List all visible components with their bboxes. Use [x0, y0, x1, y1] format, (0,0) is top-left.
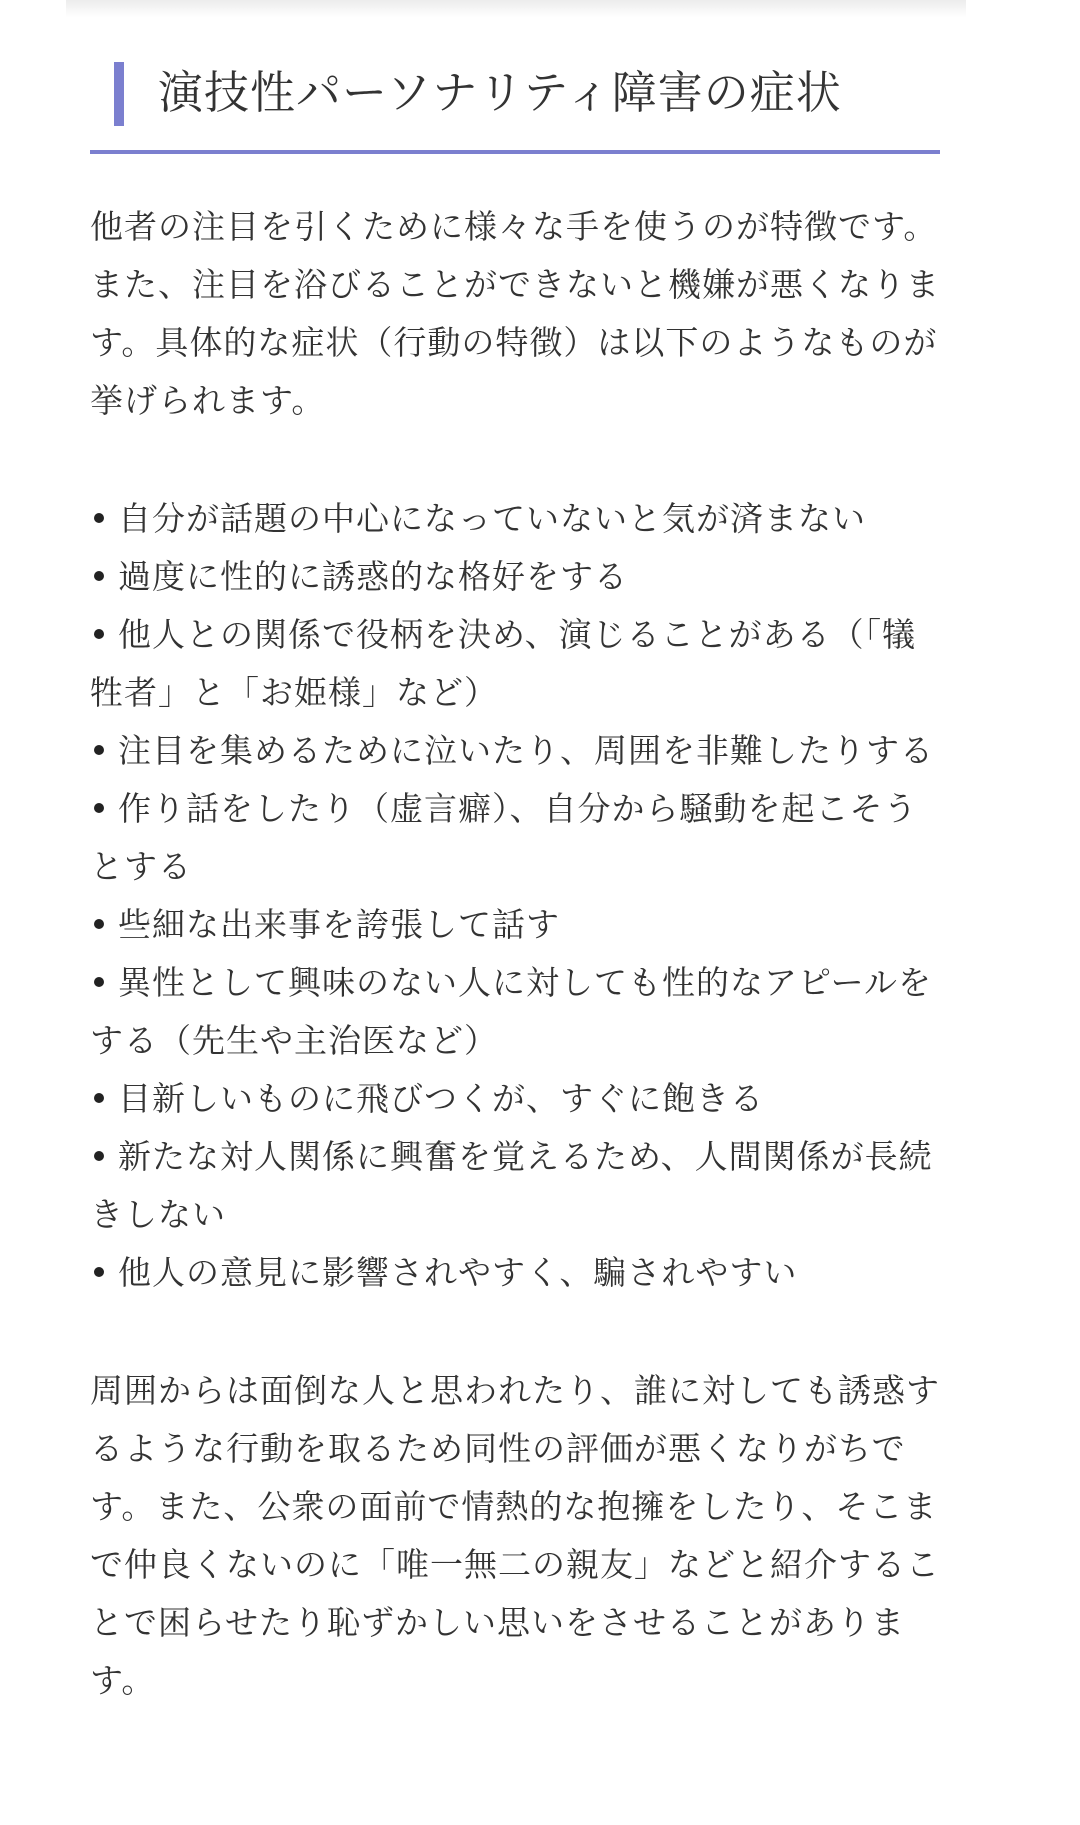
list-item-text: 自分が話題の中心になっていないと気が済まない	[118, 499, 866, 538]
bullet-icon	[94, 571, 104, 581]
closing-paragraph: 周囲からは面倒な人と思われたり、誰に対しても誘惑するような行動を取るため同性の評価が悪くなりがちです。また、公衆の面前で情熱的な抱擁をしたり、そこまで仲良くないのに「唯一無二の親友」などと紹介することで困らせたり恥ずかしい思いをさせることがあります。	[90, 1371, 940, 1700]
list-item-text: 異性として興味のない人に対しても性的なアピールをする（先生や主治医など）	[90, 963, 933, 1060]
bullet-icon	[94, 919, 104, 929]
list-item-text: 新たな対人関係に興奮を覚えるため、人間関係が長続きしない	[90, 1137, 933, 1234]
symptom-list	[90, 490, 940, 1302]
top-card-shadow	[66, 0, 966, 18]
list-item	[90, 780, 940, 896]
bullet-icon	[94, 1151, 104, 1161]
list-item	[90, 954, 940, 1070]
list-item-text: 過度に性的に誘惑的な格好をする	[118, 557, 628, 596]
bullet-icon	[94, 513, 104, 523]
heading-accent-bar	[114, 62, 124, 126]
list-item-text: 他人の意見に影響されやすく、騙されやすい	[118, 1253, 798, 1292]
bullet-icon	[94, 803, 104, 813]
list-item	[90, 1128, 940, 1244]
bullet-icon	[94, 629, 104, 639]
list-item	[90, 1070, 940, 1128]
bullet-icon	[94, 1093, 104, 1103]
section-title: 演技性パーソナリティ障害の症状	[158, 66, 842, 119]
section-heading	[90, 50, 940, 154]
list-item	[90, 548, 940, 606]
bullet-icon	[94, 745, 104, 755]
article	[90, 50, 940, 1710]
list-item-text: 注目を集めるために泣いたり、周囲を非難したりする	[118, 731, 934, 770]
list-item-text: 作り話をしたり（虚言癖）、自分から騒動を起こそうとする	[90, 789, 918, 886]
list-item	[90, 1244, 940, 1302]
intro-paragraph: 他者の注目を引くために様々な手を使うのが特徴です。また、注目を浴びることができないと機嫌が悪くなります。具体的な症状（行動の特徴）は以下のようなものが挙げられます。	[90, 207, 940, 420]
list-item	[90, 490, 940, 548]
list-item	[90, 722, 940, 780]
list-item	[90, 606, 940, 722]
bullet-icon	[94, 1267, 104, 1277]
list-item	[90, 896, 940, 954]
list-item-text: 些細な出来事を誇張して話す	[118, 905, 560, 944]
bullet-icon	[94, 977, 104, 987]
list-item-text: 目新しいものに飛びつくが、すぐに飽きる	[118, 1079, 764, 1118]
list-item-text: 他人との関係で役柄を決め、演じることがある（「犠牲者」と「お姫様」など）	[90, 615, 917, 712]
